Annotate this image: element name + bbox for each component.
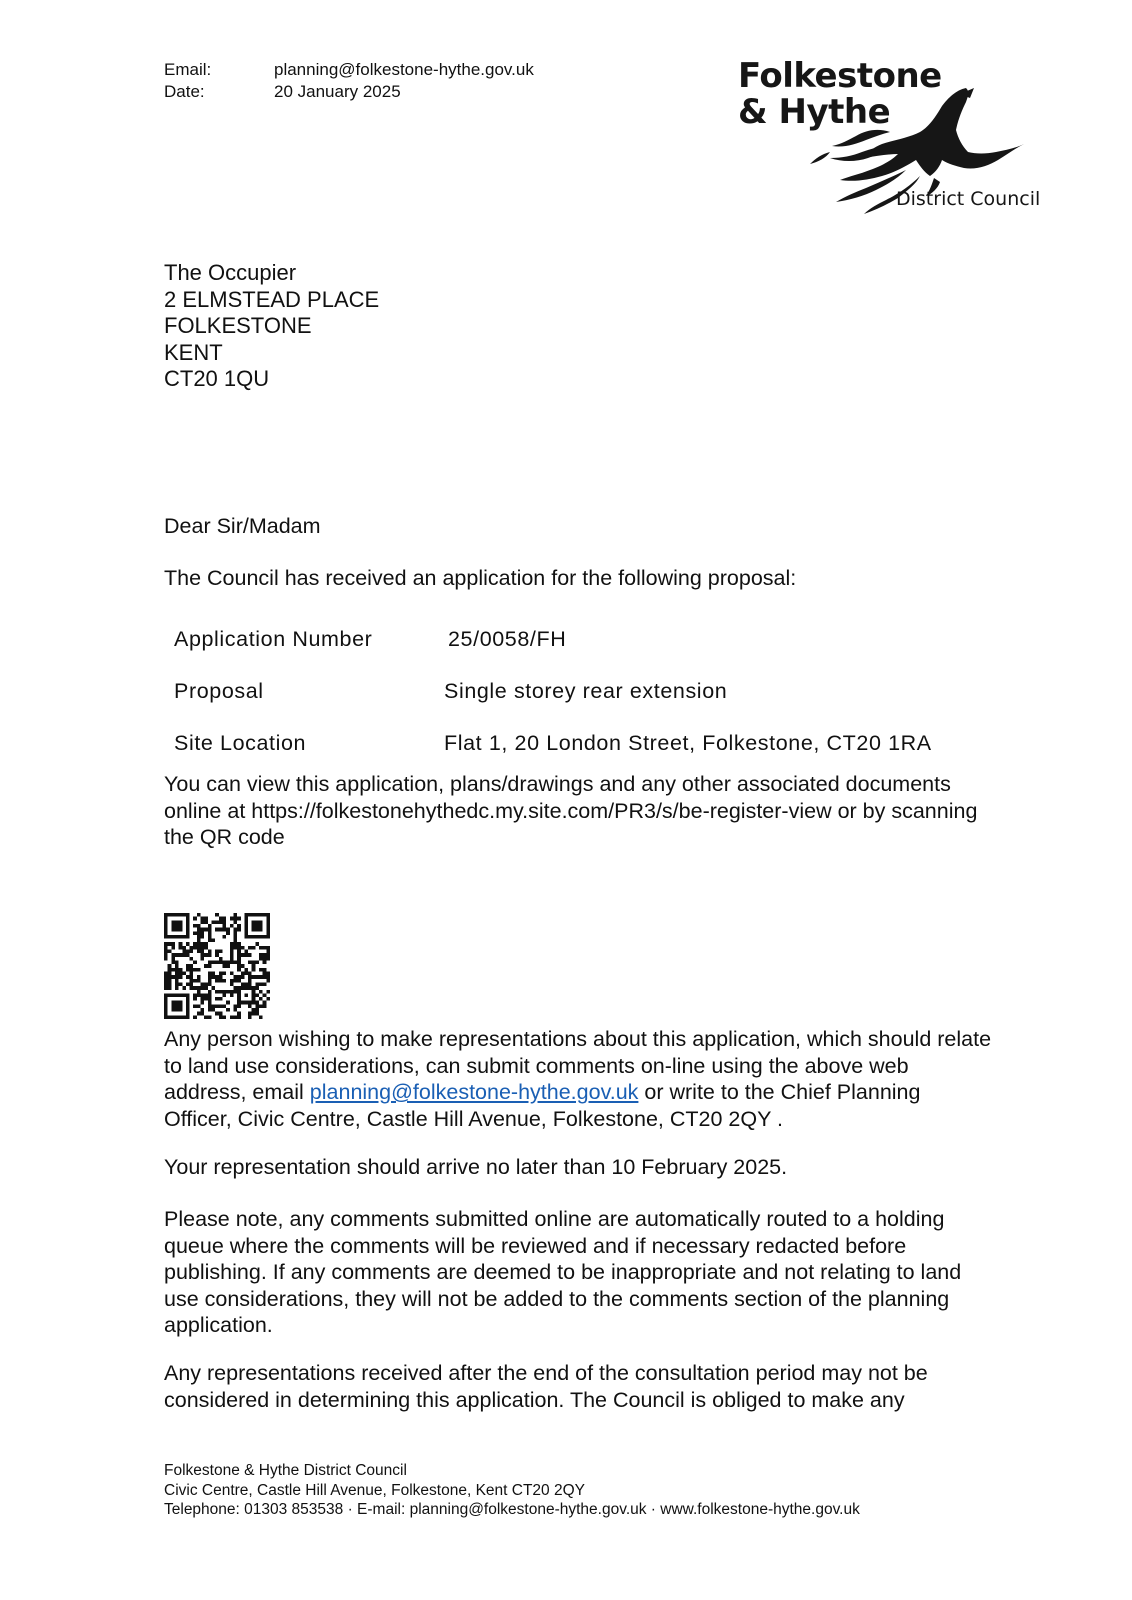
date-value: 20 January 2025 xyxy=(274,82,401,101)
logo-tagline: District Council xyxy=(896,188,1041,210)
planning-email-link[interactable]: planning@folkestone-hythe.gov.uk xyxy=(309,1080,639,1104)
deadline-paragraph: Your representation should arrive no later than 10 February 2025. xyxy=(164,1155,788,1179)
logo-line-2: & Hythe xyxy=(738,92,891,132)
representations-paragraph xyxy=(164,1026,994,1132)
recipient-address xyxy=(164,260,379,393)
site-location-row xyxy=(174,731,932,756)
address-line: FOLKESTONE xyxy=(164,313,312,338)
address-line: CT20 1QU xyxy=(164,366,270,391)
council-logo xyxy=(730,52,1050,222)
site-location-label: Site Location xyxy=(174,731,307,755)
intro-paragraph: The Council has received an application for the following proposal: xyxy=(164,566,797,590)
salutation: Dear Sir/Madam xyxy=(164,514,321,538)
logo-line-1: Folkestone xyxy=(738,56,942,96)
representations-text: Any person wishing to make representations about this application, which should relate to land use considerations, can submit comments on-line using the above web address, email xyxy=(164,1027,992,1104)
moderation-note-paragraph: Please note, any comments submitted online are automatically routed to a holding queue where the comments will be reviewed and if necessary redacted before publishing. If any comments are deemed to be inappropriate and not relating to land use considerations, they will not be added to the comments section of the planning application. xyxy=(164,1207,962,1337)
date-label: Date: xyxy=(164,82,205,101)
footer-line: Folkestone & Hythe District Council xyxy=(164,1462,407,1479)
address-line: The Occupier xyxy=(164,260,297,285)
application-number-value: 25/0058/FH xyxy=(448,627,567,651)
letter-meta xyxy=(164,59,534,103)
proposal-value: Single storey rear extension xyxy=(444,679,728,703)
email-value: planning@folkestone-hythe.gov.uk xyxy=(274,60,534,79)
footer-contact-line: Telephone: 01303 853538 · E-mail: planning@folkestone-hythe.gov.uk · www.folkestone-hythe.gov.uk xyxy=(164,1501,860,1518)
representations-text-end: or write to the Chief Planning Officer, Civic Centre, Castle Hill Avenue, Folkestone, CT20 2QY . xyxy=(164,1080,921,1131)
application-number-label: Application Number xyxy=(174,627,373,651)
late-representations-paragraph: Any representations received after the end of the consultation period may not be considered in determining this application. The Council is obliged to make any xyxy=(164,1361,928,1412)
footer-line: Civic Centre, Castle Hill Avenue, Folkestone, Kent CT20 2QY xyxy=(164,1481,585,1499)
view-online-paragraph: You can view this application, plans/drawings and any other associated documents online at https://folkestonehythedc.my.site.com/PR3/s/be-register-view or by scanning the QR code xyxy=(164,772,978,849)
qr-code[interactable] xyxy=(164,913,270,1019)
proposal-label: Proposal xyxy=(174,679,264,703)
address-line: 2 ELMSTEAD PLACE xyxy=(164,286,380,312)
footer xyxy=(164,1461,860,1520)
address-line: KENT xyxy=(164,339,223,365)
email-label: Email: xyxy=(164,60,212,79)
proposal-row xyxy=(174,679,728,704)
application-number-row xyxy=(174,627,567,652)
site-location-value: Flat 1, 20 London Street, Folkestone, CT20 1RA xyxy=(444,731,932,755)
